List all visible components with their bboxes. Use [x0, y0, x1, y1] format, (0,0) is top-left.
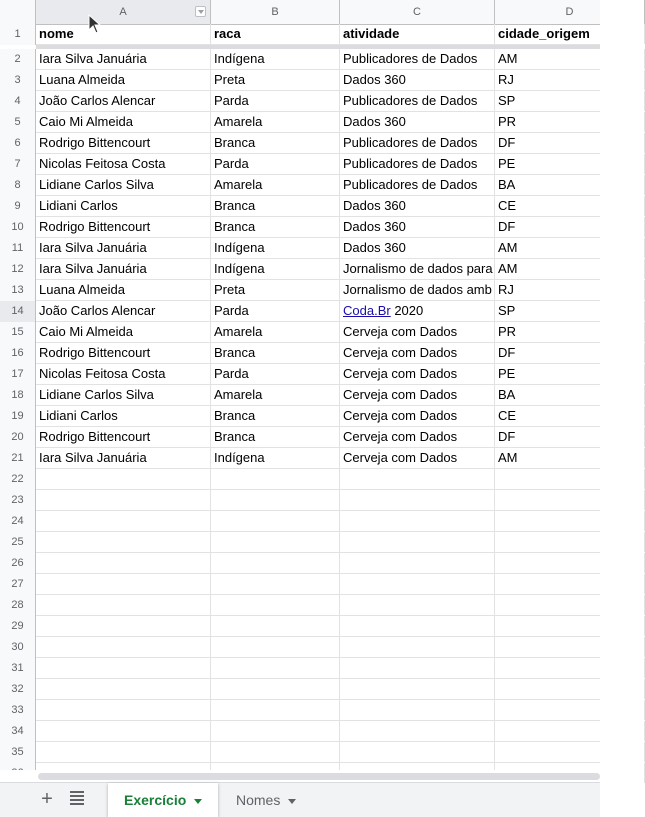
table-row — [0, 112, 600, 133]
table-row — [0, 574, 600, 595]
row-number[interactable]: 1 — [0, 24, 36, 45]
cell-atividade[interactable] — [340, 511, 495, 531]
cell-raca[interactable]: Amarela — [211, 322, 340, 342]
cell-cidade-origem[interactable] — [495, 532, 645, 552]
cell-raca[interactable]: Indígena — [211, 49, 340, 69]
cell-atividade[interactable]: Publicadores de Dados — [340, 49, 495, 69]
cell-raca[interactable]: Parda — [211, 91, 340, 111]
cell-cidade-origem[interactable]: DF — [495, 217, 645, 237]
cell-nome[interactable]: Iara Silva Januária — [36, 448, 211, 468]
row-number[interactable]: 14 — [0, 301, 36, 322]
column-label: C — [413, 6, 421, 18]
table-row — [0, 637, 600, 658]
cell-nome[interactable]: Luana Almeida — [36, 280, 211, 300]
cell-raca[interactable]: Amarela — [211, 112, 340, 132]
column-label: B — [271, 6, 279, 18]
cell-cidade-origem[interactable]: RJ — [495, 280, 645, 300]
cell-nome[interactable] — [36, 532, 211, 552]
cell-nome[interactable]: Caio Mi Almeida — [36, 112, 211, 132]
table-row — [0, 553, 600, 574]
cell-atividade[interactable] — [340, 742, 495, 762]
cell-cidade-origem[interactable]: PE — [495, 154, 645, 174]
row-number[interactable]: 16 — [0, 343, 36, 364]
cell-cidade-origem[interactable] — [495, 616, 645, 636]
cell-raca[interactable]: Amarela — [211, 385, 340, 405]
cell-atividade[interactable]: Cerveja com Dados — [340, 322, 495, 342]
cell-cidade-origem[interactable]: DF — [495, 427, 645, 447]
cell-atividade[interactable]: Publicadores de Dados — [340, 91, 495, 111]
cell-raca[interactable] — [211, 679, 340, 699]
cell-atividade[interactable] — [340, 574, 495, 594]
cell-nome[interactable]: Nicolas Feitosa Costa — [36, 364, 211, 384]
cell-cidade-origem[interactable]: CE — [495, 406, 645, 426]
cell-atividade[interactable]: Dados 360 — [340, 238, 495, 258]
row-number[interactable]: 10 — [0, 217, 36, 238]
cell-cidade-origem[interactable]: RJ — [495, 70, 645, 90]
cell-raca[interactable] — [211, 616, 340, 636]
tab-label: Nomes — [236, 792, 281, 808]
cell-nome[interactable] — [36, 595, 211, 615]
cell-cidade-origem[interactable]: SP — [495, 301, 645, 321]
table-row — [0, 616, 600, 637]
row-number[interactable]: 17 — [0, 364, 36, 385]
row-number[interactable]: 33 — [0, 700, 36, 721]
table-row — [0, 385, 600, 406]
cell-cidade-origem[interactable] — [495, 637, 645, 657]
table-row — [0, 742, 600, 763]
cell-cidade-origem[interactable] — [495, 721, 645, 741]
row-number[interactable]: 11 — [0, 238, 36, 259]
row-number[interactable]: 28 — [0, 595, 36, 616]
cell-text: 2020 — [390, 303, 424, 318]
cell-nome[interactable] — [36, 469, 211, 489]
cell-atividade[interactable] — [340, 721, 495, 741]
cell-raca[interactable]: Preta — [211, 70, 340, 90]
filter-icon[interactable] — [195, 6, 206, 17]
row-number[interactable]: 26 — [0, 553, 36, 574]
cell-cidade-origem[interactable] — [495, 574, 645, 594]
row-number[interactable]: 6 — [0, 133, 36, 154]
cell-nome[interactable] — [36, 616, 211, 636]
table-row — [0, 301, 600, 322]
cell-cidade-origem[interactable]: AM — [495, 259, 645, 279]
cell-nome[interactable]: Rodrigo Bittencourt — [36, 133, 211, 153]
cell-nome[interactable] — [36, 742, 211, 762]
cell-atividade[interactable] — [340, 595, 495, 615]
header-cell-nome[interactable]: nome — [36, 24, 211, 44]
cell-cidade-origem[interactable]: PR — [495, 112, 645, 132]
select-all-corner[interactable] — [0, 0, 36, 24]
cell-raca[interactable] — [211, 511, 340, 531]
cell-raca[interactable] — [211, 595, 340, 615]
cell-cidade-origem[interactable] — [495, 679, 645, 699]
row-number[interactable]: 13 — [0, 280, 36, 301]
column-label: D — [565, 6, 574, 18]
table-row — [0, 196, 600, 217]
cell-raca[interactable]: Parda — [211, 154, 340, 174]
cell-raca[interactable]: Indígena — [211, 448, 340, 468]
row-number[interactable]: 18 — [0, 385, 36, 406]
cell-cidade-origem[interactable]: AM — [495, 238, 645, 258]
cell-cidade-origem[interactable] — [495, 553, 645, 573]
table-row — [0, 532, 600, 553]
cell-nome[interactable] — [36, 679, 211, 699]
row-number[interactable]: 23 — [0, 490, 36, 511]
cell-nome[interactable] — [36, 490, 211, 510]
cell-raca[interactable] — [211, 532, 340, 552]
cell-raca[interactable]: Indígena — [211, 259, 340, 279]
cell-nome[interactable]: Iara Silva Januária — [36, 49, 211, 69]
row-number[interactable]: 12 — [0, 259, 36, 280]
chevron-down-icon[interactable] — [288, 799, 296, 804]
cell-raca[interactable] — [211, 574, 340, 594]
cell-nome[interactable] — [36, 574, 211, 594]
cell-nome[interactable]: Rodrigo Bittencourt — [36, 343, 211, 363]
row-number[interactable]: 2 — [0, 49, 36, 70]
cell-nome[interactable]: João Carlos Alencar — [36, 301, 211, 321]
cell-nome[interactable] — [36, 511, 211, 531]
cell-nome[interactable] — [36, 637, 211, 657]
cell-nome[interactable] — [36, 721, 211, 741]
cell-atividade[interactable] — [340, 301, 495, 321]
cell-atividade[interactable]: Cerveja com Dados — [340, 406, 495, 426]
cell-raca[interactable]: Preta — [211, 280, 340, 300]
cell-nome[interactable]: Caio Mi Almeida — [36, 322, 211, 342]
cell-raca[interactable] — [211, 637, 340, 657]
cell-atividade[interactable]: Cerveja com Dados — [340, 427, 495, 447]
cell-cidade-origem[interactable]: PR — [495, 322, 645, 342]
cell-nome[interactable]: Lidiani Carlos — [36, 406, 211, 426]
table-row — [0, 154, 600, 175]
cell-atividade[interactable] — [340, 679, 495, 699]
cell-cidade-origem[interactable]: SP — [495, 91, 645, 111]
cell-atividade[interactable] — [340, 469, 495, 489]
row-number[interactable]: 35 — [0, 742, 36, 763]
list-icon[interactable] — [70, 791, 84, 807]
row-number[interactable]: 15 — [0, 322, 36, 343]
cell-cidade-origem[interactable]: DF — [495, 133, 645, 153]
tab-label: Exercício — [124, 792, 187, 808]
tab-nomes[interactable] — [220, 783, 312, 817]
cell-nome[interactable]: Rodrigo Bittencourt — [36, 217, 211, 237]
table-row — [0, 91, 600, 112]
table-row — [0, 427, 600, 448]
row-number[interactable]: 30 — [0, 637, 36, 658]
table-row — [0, 469, 600, 490]
cell-raca[interactable] — [211, 553, 340, 573]
cell-cidade-origem[interactable]: DF — [495, 343, 645, 363]
cell-raca[interactable] — [211, 658, 340, 678]
cell-raca[interactable]: Parda — [211, 364, 340, 384]
cell-nome[interactable]: Rodrigo Bittencourt — [36, 427, 211, 447]
cell-atividade[interactable]: Dados 360 — [340, 70, 495, 90]
cell-cidade-origem[interactable]: BA — [495, 385, 645, 405]
table-row — [0, 259, 600, 280]
table-row — [0, 658, 600, 679]
column-header-d[interactable] — [495, 0, 645, 24]
cell-raca[interactable]: Parda — [211, 301, 340, 321]
table-row — [0, 448, 600, 469]
cell-atividade[interactable]: Publicadores de Dados — [340, 175, 495, 195]
cell-cidade-origem[interactable]: PE — [495, 364, 645, 384]
row-number[interactable]: 21 — [0, 448, 36, 469]
sheet-tab-bar — [0, 782, 600, 817]
cell-nome[interactable]: Luana Almeida — [36, 70, 211, 90]
row-number[interactable]: 25 — [0, 532, 36, 553]
column-header-a[interactable] — [36, 0, 211, 24]
table-row — [0, 721, 600, 742]
cell-atividade[interactable]: Dados 360 — [340, 217, 495, 237]
cell-cidade-origem[interactable]: AM — [495, 448, 645, 468]
header-cell-raca[interactable]: raca — [211, 24, 340, 44]
row-number[interactable]: 5 — [0, 112, 36, 133]
table-row — [0, 364, 600, 385]
cell-atividade[interactable] — [340, 637, 495, 657]
cell-nome[interactable]: Lidiani Carlos — [36, 196, 211, 216]
cell-raca[interactable]: Branca — [211, 133, 340, 153]
table-row — [0, 175, 600, 196]
table-row — [0, 280, 600, 301]
table-row — [0, 49, 600, 70]
cell-nome[interactable] — [36, 658, 211, 678]
cell-link[interactable]: Coda.Br — [343, 303, 391, 318]
cell-cidade-origem[interactable] — [495, 469, 645, 489]
cell-nome[interactable]: Lidiane Carlos Silva — [36, 385, 211, 405]
cell-atividade[interactable]: Cerveja com Dados — [340, 448, 495, 468]
row-number[interactable]: 19 — [0, 406, 36, 427]
cell-atividade[interactable]: Cerveja com Dados — [340, 385, 495, 405]
cell-atividade[interactable] — [340, 532, 495, 552]
chevron-down-icon[interactable] — [194, 799, 202, 804]
row-number[interactable]: 9 — [0, 196, 36, 217]
column-header-c[interactable] — [340, 0, 495, 24]
row-number[interactable]: 34 — [0, 721, 36, 742]
table-row — [0, 343, 600, 364]
table-row — [0, 595, 600, 616]
cell-raca[interactable]: Branca — [211, 343, 340, 363]
table-row — [0, 322, 600, 343]
table-row — [0, 238, 600, 259]
cell-cidade-origem[interactable] — [495, 490, 645, 510]
cell-atividade[interactable]: Jornalismo de dados para — [340, 259, 495, 279]
cell-raca[interactable]: Amarela — [211, 175, 340, 195]
table-row — [0, 217, 600, 238]
row-number[interactable]: 32 — [0, 679, 36, 700]
header-cell-atividade[interactable]: atividade — [340, 24, 495, 44]
row-number[interactable]: 7 — [0, 154, 36, 175]
column-label: A — [119, 6, 127, 18]
cell-nome[interactable]: Iara Silva Januária — [36, 259, 211, 279]
cell-raca[interactable]: Branca — [211, 406, 340, 426]
plus-icon[interactable]: + — [41, 788, 53, 810]
cell-raca[interactable] — [211, 742, 340, 762]
tab-exercicio[interactable] — [108, 783, 218, 817]
table-row — [0, 511, 600, 532]
cell-raca[interactable] — [211, 721, 340, 741]
cell-raca[interactable] — [211, 469, 340, 489]
mouse-pointer-icon — [88, 14, 102, 34]
row-number[interactable]: 8 — [0, 175, 36, 196]
table-row — [0, 490, 600, 511]
cell-raca[interactable]: Indígena — [211, 238, 340, 258]
cell-raca[interactable] — [211, 700, 340, 720]
row-number[interactable]: 3 — [0, 70, 36, 91]
cell-nome[interactable] — [36, 700, 211, 720]
cell-raca[interactable]: Branca — [211, 427, 340, 447]
cell-cidade-origem[interactable] — [495, 742, 645, 762]
cell-atividade[interactable] — [340, 616, 495, 636]
cell-atividade[interactable] — [340, 490, 495, 510]
row-number[interactable]: 29 — [0, 616, 36, 637]
row-number[interactable]: 24 — [0, 511, 36, 532]
table-row — [0, 679, 600, 700]
table-row — [0, 700, 600, 721]
cell-atividade[interactable]: Dados 360 — [340, 196, 495, 216]
cell-raca[interactable]: Branca — [211, 196, 340, 216]
cell-cidade-origem[interactable] — [495, 595, 645, 615]
cell-atividade[interactable] — [340, 700, 495, 720]
row-number[interactable]: 31 — [0, 658, 36, 679]
cell-atividade[interactable]: Publicadores de Dados — [340, 133, 495, 153]
row-number[interactable]: 27 — [0, 574, 36, 595]
header-cell-cidade-origem[interactable]: cidade_origem — [495, 24, 645, 44]
cell-raca[interactable] — [211, 490, 340, 510]
scrollbar-thumb[interactable] — [38, 773, 600, 780]
cell-cidade-origem[interactable] — [495, 658, 645, 678]
cell-atividade[interactable]: Dados 360 — [340, 112, 495, 132]
cell-cidade-origem[interactable] — [495, 511, 645, 531]
table-row — [0, 406, 600, 427]
cell-cidade-origem[interactable]: AM — [495, 49, 645, 69]
horizontal-scrollbar[interactable] — [0, 770, 600, 782]
cell-cidade-origem[interactable] — [495, 700, 645, 720]
cell-cidade-origem[interactable]: CE — [495, 196, 645, 216]
row-number[interactable]: 4 — [0, 91, 36, 112]
cell-cidade-origem[interactable]: BA — [495, 175, 645, 195]
cell-raca[interactable]: Branca — [211, 217, 340, 237]
cell-nome[interactable]: Lidiane Carlos Silva — [36, 175, 211, 195]
cell-atividade[interactable]: Publicadores de Dados — [340, 154, 495, 174]
cell-atividade[interactable] — [340, 658, 495, 678]
column-header-b[interactable] — [211, 0, 340, 24]
table-row — [0, 133, 600, 154]
cell-nome[interactable]: Iara Silva Januária — [36, 238, 211, 258]
cell-atividade[interactable]: Jornalismo de dados amb — [340, 280, 495, 300]
cell-atividade[interactable]: Cerveja com Dados — [340, 343, 495, 363]
table-row — [0, 70, 600, 91]
cell-atividade[interactable]: Cerveja com Dados — [340, 364, 495, 384]
cell-nome[interactable]: João Carlos Alencar — [36, 91, 211, 111]
cell-atividade[interactable] — [340, 553, 495, 573]
cell-nome[interactable] — [36, 553, 211, 573]
row-number[interactable]: 22 — [0, 469, 36, 490]
row-number[interactable]: 20 — [0, 427, 36, 448]
cell-nome[interactable]: Nicolas Feitosa Costa — [36, 154, 211, 174]
